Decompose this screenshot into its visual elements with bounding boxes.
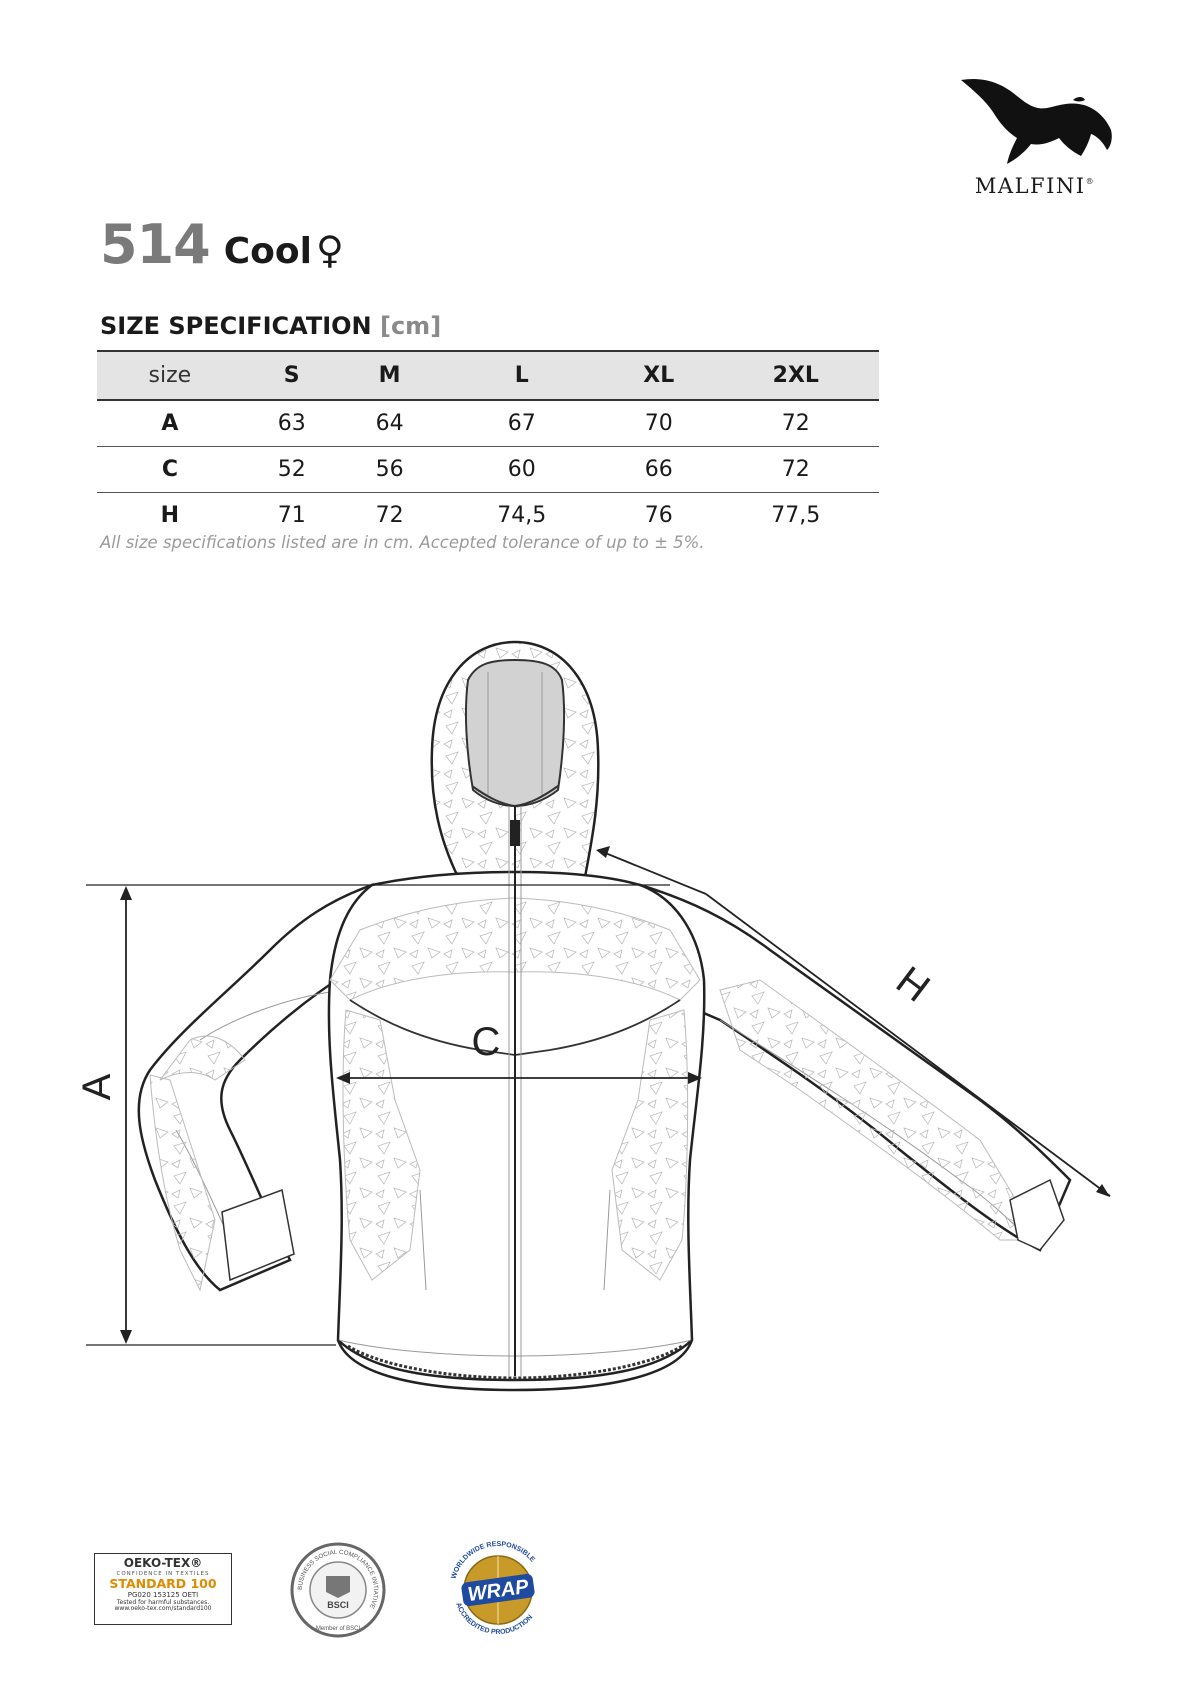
table-row: [97, 400, 879, 447]
table-cell: 74,5: [497, 503, 547, 528]
column-header: XL: [605, 351, 713, 400]
jacket-body: [329, 872, 704, 1390]
label-h: H: [888, 958, 938, 1011]
column-header: S: [243, 351, 341, 400]
table-cell: 72: [375, 503, 404, 528]
eagle-icon: [955, 76, 1115, 168]
size-table: [97, 350, 879, 538]
svg-text:Member of BSCI: Member of BSCI: [315, 1626, 361, 1632]
table-cell: 72: [713, 447, 879, 493]
product-title: [100, 213, 344, 276]
tolerance-note: All size specifications listed are in cm. Accepted tolerance of up to ± 5%.: [100, 533, 705, 552]
table-cell: 70: [605, 400, 713, 447]
wrap-badge: [440, 1534, 556, 1646]
column-header: 2XL: [713, 351, 879, 400]
svg-text:BUSINESS SOCIAL COMPLIANCE INI: BUSINESS SOCIAL COMPLIANCE INITIATIVE: [296, 1548, 380, 1610]
table-row: [97, 447, 879, 493]
brand-name: MALFINI®: [974, 174, 1096, 198]
table-cell: 66: [605, 447, 713, 493]
bsci-badge: [290, 1542, 386, 1638]
size-spec-heading: SIZE SPECIFICATION [cm]: [100, 312, 442, 340]
oeko-tex-badge: OEKO-TEX® CONFIDENCE IN TEXTILES STANDARD 100 PG020 153125 OETI Tested for harmful substances. www.oeko-tex.com/standard100: [94, 1553, 232, 1625]
brand-logo: [950, 76, 1120, 198]
svg-text:WORLDWIDE RESPONSIBLE: WORLDWIDE RESPONSIBLE: [450, 1540, 536, 1580]
product-name: Cool: [223, 231, 312, 272]
svg-text:ACCREDITED PRODUCTION: ACCREDITED PRODUCTION: [454, 1601, 535, 1637]
table-cell: 64: [341, 400, 439, 447]
column-header: L: [439, 351, 605, 400]
table-header-row: [97, 351, 879, 400]
table-cell: 71: [277, 503, 306, 528]
female-symbol-icon: ♀: [315, 228, 344, 272]
table-cell: 52: [243, 447, 341, 493]
row-label: C: [97, 447, 243, 493]
label-a: A: [75, 1073, 119, 1101]
row-label: A: [97, 400, 243, 447]
svg-text:BSCI: BSCI: [327, 1600, 349, 1610]
svg-text:WRAP: WRAP: [466, 1575, 530, 1607]
table-cell: 63: [243, 400, 341, 447]
table-cell: 77,5: [771, 503, 821, 528]
table-cell: 67: [439, 400, 605, 447]
label-c: C: [471, 1020, 501, 1064]
table-row: [97, 493, 879, 539]
certifications: [0, 1530, 1200, 1680]
row-label: H: [160, 503, 180, 528]
table-cell: 60: [439, 447, 605, 493]
column-header: size: [97, 351, 243, 400]
table-cell: 76: [644, 503, 673, 528]
product-number: 514: [100, 213, 210, 276]
column-header: M: [341, 351, 439, 400]
table-cell: 72: [713, 400, 879, 447]
unit-label: [cm]: [379, 312, 442, 340]
right-sleeve: [640, 885, 1070, 1250]
jacket-drawing: [0, 600, 1200, 1510]
table-cell: 56: [341, 447, 439, 493]
